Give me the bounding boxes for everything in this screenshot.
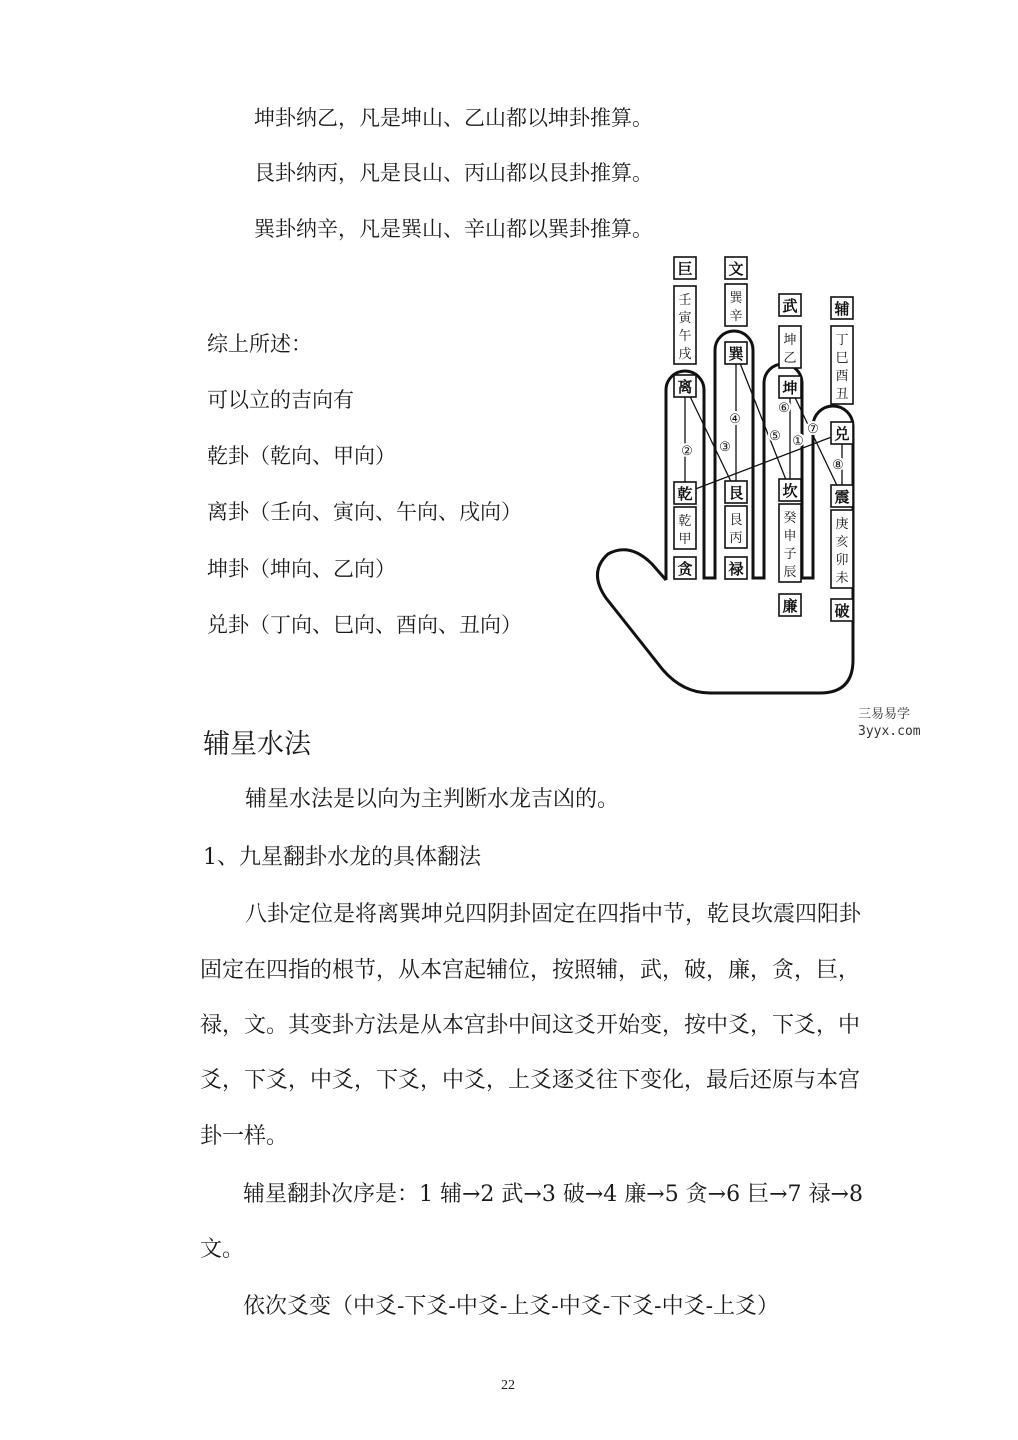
- step-mark: [680, 443, 694, 459]
- svg-text:巨: 巨: [677, 260, 693, 278]
- finger-star-top: [779, 294, 801, 316]
- root-trigram: [725, 481, 747, 503]
- root-mountain-column: [674, 507, 696, 549]
- finger-star-bottom: [831, 599, 853, 621]
- svg-text:乙: 乙: [783, 351, 797, 366]
- svg-text:禄: 禄: [728, 560, 744, 578]
- svg-text:乾: 乾: [677, 485, 693, 503]
- watermark-url: 3yyx.com: [858, 724, 921, 739]
- svg-text:震: 震: [834, 488, 850, 506]
- root-trigram: [674, 482, 696, 504]
- svg-text:丙: 丙: [729, 531, 743, 546]
- svg-text:寅: 寅: [678, 311, 692, 326]
- svg-text:文: 文: [728, 260, 744, 278]
- summary-item-kun: 坤卦（坤向、乙向）: [207, 557, 396, 581]
- order-line-1: 辅星翻卦次序是：1 辅→2 武→3 破→4 廉→5 贪→6 巨→7 禄→8: [243, 1182, 863, 1207]
- svg-text:巳: 巳: [835, 351, 849, 366]
- order-line-2: 文。: [200, 1237, 245, 1262]
- middle-trigram: [831, 422, 853, 444]
- finger-tip-column: [779, 326, 801, 368]
- summary-title: 综上所述：: [207, 332, 312, 356]
- step-mark: [718, 439, 732, 455]
- paragraph-line-2: 固定在四指的根节，从本宫起辅位，按照辅，武，破，廉，贪，巨，: [200, 958, 861, 983]
- finger-tip-column: [674, 286, 696, 364]
- step-mark: [777, 400, 791, 416]
- svg-text:辛: 辛: [729, 309, 743, 324]
- summary-item-li: 离卦（壬向、寅向、午向、戌向）: [207, 500, 522, 524]
- svg-text:巽: 巽: [728, 345, 744, 363]
- svg-text:⑤: ⑤: [769, 429, 781, 444]
- svg-text:乾: 乾: [678, 514, 692, 529]
- step-mark: [806, 421, 820, 437]
- svg-text:④: ④: [729, 412, 741, 427]
- svg-text:武: 武: [782, 297, 798, 315]
- svg-text:癸: 癸: [783, 511, 797, 526]
- svg-text:申: 申: [783, 529, 797, 544]
- svg-text:庚: 庚: [835, 517, 849, 532]
- middle-trigram: [674, 375, 696, 397]
- svg-text:酉: 酉: [835, 369, 849, 384]
- subheading: 1、九星翻卦水龙的具体翻法: [203, 845, 481, 870]
- root-mountain-column: [831, 510, 853, 588]
- finger-star-top: [831, 297, 853, 319]
- finger-star-bottom: [725, 557, 747, 579]
- paragraph-line-3: 禄，文。其变卦方法是从本宫卦中间这爻开始变，按中爻，下爻，中: [200, 1013, 861, 1038]
- svg-text:坤: 坤: [782, 379, 798, 397]
- svg-text:卯: 卯: [835, 553, 849, 568]
- svg-text:贪: 贪: [677, 560, 693, 578]
- svg-text:破: 破: [834, 602, 850, 620]
- svg-text:⑥: ⑥: [778, 401, 790, 416]
- svg-text:未: 未: [835, 571, 849, 586]
- middle-trigram: [779, 376, 801, 398]
- svg-text:丁: 丁: [835, 333, 849, 348]
- root-mountain-column: [779, 504, 801, 582]
- svg-text:辰: 辰: [783, 565, 797, 580]
- root-mountain-column: [725, 506, 747, 548]
- svg-text:巽: 巽: [729, 291, 743, 306]
- svg-text:戌: 戌: [678, 347, 692, 362]
- summary-item-dui: 兑卦（丁向、巳向、酉向、丑向）: [207, 613, 522, 637]
- section-intro: 辅星水法是以向为主判断水龙吉凶的。: [245, 787, 620, 812]
- svg-text:壬: 壬: [678, 293, 692, 308]
- svg-text:兑: 兑: [834, 425, 850, 443]
- svg-text:子: 子: [783, 547, 797, 562]
- svg-text:亥: 亥: [835, 535, 849, 550]
- svg-text:午: 午: [678, 329, 692, 344]
- svg-text:②: ②: [681, 444, 693, 459]
- step-mark: [728, 411, 742, 427]
- svg-text:⑧: ⑧: [832, 458, 844, 473]
- page-number: 22: [501, 1378, 515, 1393]
- intro-line-1: 坤卦纳乙，凡是坤山、乙山都以坤卦推算。: [254, 106, 653, 130]
- sequence-line: 依次爻变（中爻-下爻-中爻-上爻-中爻-下爻-中爻-上爻）: [243, 1294, 780, 1319]
- step-mark: [768, 428, 782, 444]
- paragraph-line-4: 爻，下爻，中爻，下爻，中爻，上爻逐爻往下变化，最后还原与本宫: [200, 1068, 861, 1093]
- section-title: 辅星水法: [203, 729, 311, 760]
- summary-subtitle: 可以立的吉向有: [207, 388, 354, 412]
- summary-item-qian: 乾卦（乾向、甲向）: [207, 444, 396, 468]
- finger-star-top: [725, 257, 747, 279]
- hand-palm-diagram: [588, 250, 878, 700]
- watermark-name: 三易易学: [858, 707, 911, 722]
- finger-star-top: [674, 257, 696, 279]
- svg-text:甲: 甲: [678, 532, 692, 547]
- svg-text:艮: 艮: [729, 513, 743, 528]
- intro-line-3: 巽卦纳辛，凡是巽山、辛山都以巽卦推算。: [254, 217, 653, 241]
- root-trigram: [779, 479, 801, 501]
- finger-star-bottom: [674, 557, 696, 579]
- step-mark: [791, 433, 805, 449]
- svg-text:辅: 辅: [834, 300, 850, 318]
- root-trigram: [831, 485, 853, 507]
- paragraph-line-5: 卦一样。: [200, 1124, 289, 1149]
- finger-tip-column: [725, 284, 747, 326]
- svg-text:⑦: ⑦: [807, 422, 819, 437]
- finger-tip-column: [831, 326, 853, 404]
- svg-text:坎: 坎: [782, 482, 798, 500]
- step-mark: [831, 457, 845, 473]
- svg-text:离: 离: [677, 378, 693, 396]
- svg-text:坤: 坤: [783, 333, 797, 348]
- svg-text:艮: 艮: [728, 484, 744, 502]
- svg-text:③: ③: [719, 440, 731, 455]
- middle-trigram: [725, 342, 747, 364]
- intro-line-2: 艮卦纳丙，凡是艮山、丙山都以艮卦推算。: [254, 161, 653, 185]
- paragraph-line-1: 八卦定位是将离巽坤兑四阴卦固定在四指中节，乾艮坎震四阳卦: [245, 902, 862, 927]
- finger-star-bottom: [779, 594, 801, 616]
- svg-text:丑: 丑: [835, 387, 849, 402]
- svg-text:①: ①: [792, 434, 804, 449]
- svg-text:廉: 廉: [782, 597, 798, 615]
